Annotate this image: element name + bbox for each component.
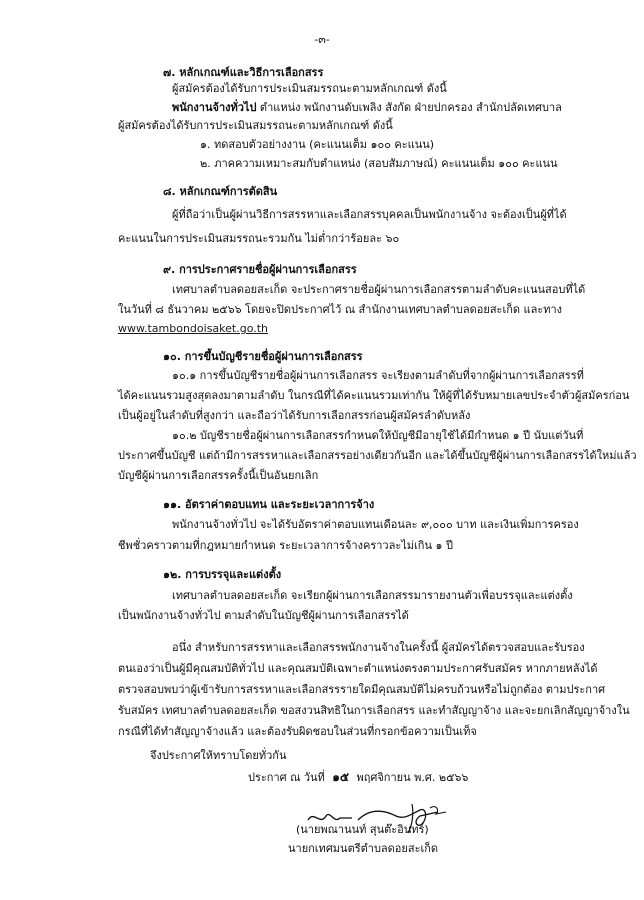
section-7-position xyxy=(172,101,562,115)
page-number: -๓- xyxy=(314,33,330,46)
section-7-intro: ผู้สมัครต้องได้รับการประเมินสมรรถนะตามหลักเกณฑ์ ดังนี้ xyxy=(172,82,447,95)
section-11-title: ๑๑. อัตราค่าตอบแทน และระยะเวลาการจ้าง xyxy=(163,498,375,511)
section-10-title: ๑๐. การขึ้นบัญชีรายชื่อผู้ผ่านการเลือกสรร xyxy=(163,350,363,363)
section-10-2-line-3: บัญชีผู้ผ่านการเลือกสรรครั้งนี้เป็นอันยกเลิก xyxy=(118,469,319,482)
section-9-line-2: ในวันที่ ๘ ธันวาคม ๒๕๖๖ โดยจะปิดประกาศไว้ ณ สำนักงานเทศบาลตำบลดอยสะเก็ด และทาง xyxy=(118,303,563,316)
section-8-line-1: ผู้ที่ถือว่าเป็นผู้ผ่านวิธีการสรรหาและเลือกสรรบุคคลเป็นพนักงานจ้าง จะต้องเป็นผู้ที่ได้ xyxy=(172,208,567,221)
date-month-year: พฤศจิกายน พ.ศ. ๒๕๖๖ xyxy=(356,771,469,784)
announcement-line: จึงประกาศให้ทราบโดยทั่วกัน xyxy=(150,749,287,762)
closing-line-5: กรณีที่ได้ทำสัญญาจ้างแล้ว และต้องรับผิดชอบในส่วนที่กรอกข้อความเป็นเท็จ xyxy=(118,725,477,738)
section-9-title: ๙. การประกาศรายชื่อผู้ผ่านการเลือกสรร xyxy=(163,263,357,276)
signatory-name: (นายพณานนท์ สุนต๊ะอินทร์) xyxy=(296,823,429,836)
closing-line-3: ตรวจสอบพบว่าผู้เข้ารับการสรรหาและเลือกสรรรายใดมีคุณสมบัติไม่ครบถ้วนหรือไม่ถูกต้อง ตามประกาศ xyxy=(118,683,606,696)
section-10-2-line-2: ประกาศขึ้นบัญชี แต่ถ้ามีการสรรหาและเลือกสรรอย่างเดียวกันอีก และได้ขึ้นบัญชีผู้ผ่านการเลือกสรรได้ใหม่แล้ว xyxy=(118,449,637,462)
section-12-line-2: เป็นพนักงานจ้างทั่วไป ตามลำดับในบัญชีผู้ผ่านการเลือกสรรได้ xyxy=(118,609,409,622)
closing-line-4: รับสมัคร เทศบาลตำบลดอยสะเก็ด ขอสงวนสิทธิในการเลือกสรร และทำสัญญาจ้าง และจะยกเลิกสัญญาจ้างใน xyxy=(118,704,630,717)
website-link[interactable]: www.tambondoisaket.go.th xyxy=(118,322,269,335)
section-7-line3: ผู้สมัครต้องได้รับการประเมินสมรรถนะตามหลักเกณฑ์ ดังนี้ xyxy=(118,119,393,132)
section-10-2-line-1: ๑๐.๒ บัญชีรายชื่อผู้ผ่านการเลือกสรรกำหนดให้บัญชีมีอายุใช้ได้มีกำหนด ๑ ปี นับแต่วันที่ xyxy=(172,429,584,442)
position-detail: ตำแหน่ง พนักงานดับเพลิง สังกัด ฝ่ายปกครอง สำนักปลัดเทศบาล xyxy=(256,101,562,114)
section-11-line-2: ชีพชั่วคราวตามที่กฎหมายกำหนด ระยะเวลาการจ้างคราวละไม่เกิน ๑ ปี xyxy=(118,539,453,552)
section-7-title: ๗. หลักเกณฑ์และวิธีการเลือกสรร xyxy=(163,66,324,79)
section-8-line-2: คะแนนในการประเมินสมรรถนะรวมกัน ไม่ต่ำกว่าร้อยละ ๖๐ xyxy=(118,232,400,245)
section-9-line-1: เทศบาลตำบลดอยสะเก็ด จะประกาศรายชื่อผู้ผ่านการเลือกสรรตามลำดับคะแนนสอบที่ได้ xyxy=(172,283,586,296)
date-line xyxy=(248,770,468,785)
section-12-title: ๑๒. การบรรจุและแต่งตั้ง xyxy=(163,568,282,581)
position-label: พนักงานจ้างทั่วไป xyxy=(172,101,257,114)
date-prefix: ประกาศ ณ วันที่ xyxy=(248,771,325,784)
section-8-title: ๘. หลักเกณฑ์การตัดสิน xyxy=(163,185,278,198)
date-day: ๑๕ xyxy=(332,770,349,784)
section-10-1-line-2: ได้คะแนนรวมสูงสุดลงมาตามลำดับ ในกรณีที่ได้คะแนนรวมเท่ากัน ให้ผู้ที่ได้รับหมายเลขประจำตัวผู้สมัครก่อน xyxy=(118,389,630,402)
section-10-1-line-3: เป็นผู้อยู่ในลำดับที่สูงกว่า และถือว่าได้รับการเลือกสรรก่อนผู้สมัครลำดับหลัง xyxy=(118,409,471,422)
closing-line-1: อนึ่ง สำหรับการสรรหาและเลือกสรรพนักงานจ้างในครั้งนี้ ผู้สมัครได้ตรวจสอบและรับรอง xyxy=(172,641,585,654)
signatory-title: นายกเทศมนตรีตำบลดอยสะเก็ด xyxy=(288,842,439,855)
section-10-1-line-1: ๑๐.๑ การขึ้นบัญชีรายชื่อผู้ผ่านการเลือกสรร จะเรียงตามลำดับที่จากผู้ผ่านการเลือกสรรที่ xyxy=(172,369,584,382)
section-7-item-2: ๒. ภาคความเหมาะสมกับตำแหน่ง (สอบสัมภาษณ์) คะแนนเต็ม ๑๐๐ คะแนน xyxy=(200,157,558,170)
section-12-line-1: เทศบาลตำบลดอยสะเก็ด จะเรียกผู้ผ่านการเลือกสรรมารายงานตัวเพื่อบรรจุและแต่งตั้ง xyxy=(172,589,573,602)
section-7-item-1: ๑. ทดสอบตัวอย่างงาน (คะแนนเต็ม ๑๐๐ คะแนน) xyxy=(200,138,435,151)
closing-line-2: ตนเองว่าเป็นผู้มีคุณสมบัติทั่วไป และคุณสมบัติเฉพาะตำแหน่งตรงตามประกาศรับสมัคร หากภายหลังได้ xyxy=(118,662,598,675)
section-11-line-1: พนักงานจ้างทั่วไป จะได้รับอัตราค่าตอบแทนเดือนละ ๙,๐๐๐ บาท และเงินเพิ่มการครอง xyxy=(172,518,579,531)
